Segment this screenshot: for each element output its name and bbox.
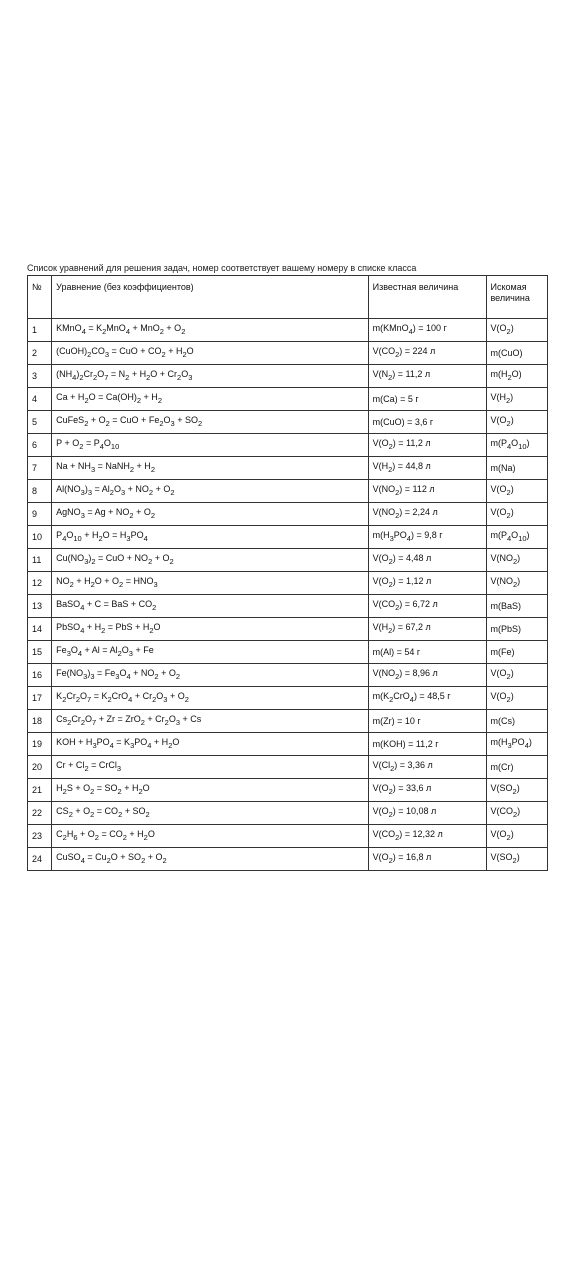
row-known-quantity: $m(K_2CrO_4) = 48,5$ г [368, 687, 486, 710]
row-equation: BaSO$_4$ + C = BaS + $CO_2$ [52, 595, 368, 618]
row-sought-quantity: $V(O_2)$ [486, 503, 548, 526]
table-row [28, 641, 548, 664]
row-sought-quantity: $V(O_2)$ [486, 319, 548, 342]
row-sought-quantity: $V(H_2)$ [486, 388, 548, 411]
row-sought-quantity: $m(P_4O_{10})$ [486, 434, 548, 457]
table-row [28, 664, 548, 687]
table-row [28, 618, 548, 641]
row-equation: $K_2Cr_2O_7 = K_2CrO_4 + Cr_2O_3 + O_2$ [52, 687, 368, 710]
row-equation: AgNO$_3$ = $Ag + NO_2 + O_2$ [52, 503, 368, 526]
row-sought-quantity: $V(O_2)$ [486, 664, 548, 687]
row-sought-quantity: $m(H_3PO_4)$ [486, 733, 548, 756]
header-row [28, 276, 548, 319]
row-equation: KMnO$_4$ = $K_2MnO_4 + MnO_2 + O_2$ [52, 319, 368, 342]
header-number: № [28, 276, 52, 319]
table-body [28, 319, 548, 871]
row-equation: $Fe(NO_3)_3 = Fe_3O_4 + NO_2 + O_2$ [52, 664, 368, 687]
table-row [28, 503, 548, 526]
row-known-quantity: $V(H_2) = 67,2$ л [368, 618, 486, 641]
row-known-quantity: $V(NO_2) = 112$ л [368, 480, 486, 503]
table-row [28, 480, 548, 503]
table-row [28, 848, 548, 871]
row-sought-quantity: $V(SO_2)$ [486, 779, 548, 802]
row-sought-quantity: $V(O_2)$ [486, 480, 548, 503]
row-known-quantity: m(KOH) = 11,2 г [368, 733, 486, 756]
row-known-quantity: m(KMnO$_4$) = 100 г [368, 319, 486, 342]
row-equation: CuSO$_4$ = $Cu_2O + SO_2 + O_2$ [52, 848, 368, 871]
row-equation: $NO_2 + H_2O + O_2 = HNO_3$ [52, 572, 368, 595]
row-equation: CuFeS$_2$ + $O_2$ = CuO + $Fe_2O_3 + SO_2$ [52, 411, 368, 434]
row-number: 24 [28, 848, 52, 871]
row-equation: $(CuOH)_2CO_3$ = CuO + $CO_2 + H_2O$ [52, 342, 368, 365]
row-sought-quantity: m(PbS) [486, 618, 548, 641]
table-row [28, 319, 548, 342]
row-known-quantity: m(Ca) = 5 г [368, 388, 486, 411]
equations-table [27, 275, 548, 871]
row-equation: $Cu(NO_3)_2$ = CuO + $NO_2 + O_2$ [52, 549, 368, 572]
header-sought-quantity: Искомая величина [486, 276, 548, 319]
row-number: 8 [28, 480, 52, 503]
row-number: 21 [28, 779, 52, 802]
row-known-quantity: $V(N_2) = 11,2$ л [368, 365, 486, 388]
row-number: 9 [28, 503, 52, 526]
row-number: 2 [28, 342, 52, 365]
table-row [28, 365, 548, 388]
row-equation: $Ca + H_2O = Ca(OH)_2 + H_2$ [52, 388, 368, 411]
row-equation: $Na + NH_3$ = NaNH$_2$ + $H_2$ [52, 457, 368, 480]
row-equation: $P + O_2 = P_4O_{10}$ [52, 434, 368, 457]
row-equation: KOH + $H_3PO_4 = K_3PO_4 + H_2O$ [52, 733, 368, 756]
row-equation: $Fe_3O_4 + Al = Al_2O_3 + Fe$ [52, 641, 368, 664]
row-number: 13 [28, 595, 52, 618]
row-number: 5 [28, 411, 52, 434]
table-row [28, 572, 548, 595]
table-row [28, 457, 548, 480]
header-known-quantity: Известная величина [368, 276, 486, 319]
row-sought-quantity: $V(SO_2)$ [486, 848, 548, 871]
row-known-quantity: $V(O_2) = 10,08$ л [368, 802, 486, 825]
table-row [28, 342, 548, 365]
table-row [28, 687, 548, 710]
row-known-quantity: $V(H_2) = 44,8$ л [368, 457, 486, 480]
row-sought-quantity: m(CuO) [486, 342, 548, 365]
row-known-quantity: $m(H_3PO_4) = 9,8$ г [368, 526, 486, 549]
row-sought-quantity: m(Fe) [486, 641, 548, 664]
table-row [28, 756, 548, 779]
row-sought-quantity: $V(O_2)$ [486, 411, 548, 434]
row-known-quantity: $V(NO_2) = 8,96$ л [368, 664, 486, 687]
table-row [28, 733, 548, 756]
header-equation: Уравнение (без коэффициентов) [52, 276, 368, 319]
row-number: 7 [28, 457, 52, 480]
row-known-quantity: $V(CO_2) = 224$ л [368, 342, 486, 365]
row-sought-quantity: m(BaS) [486, 595, 548, 618]
table-header [28, 276, 548, 319]
row-number: 3 [28, 365, 52, 388]
row-equation: $C_2H_6 + O_2 = CO_2 + H_2O$ [52, 825, 368, 848]
row-sought-quantity: $V(O_2)$ [486, 687, 548, 710]
row-known-quantity: $V(O_2) = 1,12$ л [368, 572, 486, 595]
row-known-quantity: $V(O_2) = 33,6$ л [368, 779, 486, 802]
row-number: 10 [28, 526, 52, 549]
table-row [28, 710, 548, 733]
table-row [28, 779, 548, 802]
row-known-quantity: $V(O_2) = 11,2$ л [368, 434, 486, 457]
table-row [28, 526, 548, 549]
row-sought-quantity: m(Cr) [486, 756, 548, 779]
row-equation: $Cr + Cl_2$ = CrCl$_3$ [52, 756, 368, 779]
row-known-quantity: m(Zr) = 10 г [368, 710, 486, 733]
row-number: 11 [28, 549, 52, 572]
row-sought-quantity: m(Na) [486, 457, 548, 480]
row-known-quantity: $V(CO_2) = 6,72$ л [368, 595, 486, 618]
table-row [28, 825, 548, 848]
row-known-quantity: m(Al) = 54 г [368, 641, 486, 664]
table-caption: Список уравнений для решения задач, номер соответствует вашему номеру в списке класса [27, 263, 417, 273]
row-number: 12 [28, 572, 52, 595]
table-row [28, 549, 548, 572]
row-sought-quantity: $V(NO_2)$ [486, 549, 548, 572]
row-sought-quantity: $V(CO_2)$ [486, 802, 548, 825]
row-sought-quantity: $m(H_2O)$ [486, 365, 548, 388]
row-number: 17 [28, 687, 52, 710]
row-sought-quantity: $m(P_4O_{10})$ [486, 526, 548, 549]
row-number: 15 [28, 641, 52, 664]
row-equation: $(NH_4)_2Cr_2O_7 = N_2 + H_2O + Cr_2O_3$ [52, 365, 368, 388]
row-number: 1 [28, 319, 52, 342]
row-sought-quantity: $V(O_2)$ [486, 825, 548, 848]
row-number: 6 [28, 434, 52, 457]
row-number: 4 [28, 388, 52, 411]
row-known-quantity: $V(Cl_2) = 3,36$ л [368, 756, 486, 779]
row-number: 23 [28, 825, 52, 848]
table-row [28, 802, 548, 825]
row-number: 22 [28, 802, 52, 825]
table-row [28, 434, 548, 457]
row-number: 14 [28, 618, 52, 641]
row-known-quantity: $V(NO_2) = 2,24$ л [368, 503, 486, 526]
table-row [28, 388, 548, 411]
row-known-quantity: $V(O_2) = 4,48$ л [368, 549, 486, 572]
row-equation: $P_4O_{10} + H_2O = H_3PO_4$ [52, 526, 368, 549]
row-equation: $Cs_2Cr_2O_7 + Zr = ZrO_2 + Cr_2O_3 + Cs$ [52, 710, 368, 733]
row-known-quantity: $V(CO_2) = 12,32$ л [368, 825, 486, 848]
row-sought-quantity: $V(NO_2)$ [486, 572, 548, 595]
row-known-quantity: $V(O_2) = 16,8$ л [368, 848, 486, 871]
row-equation: $H_2S + O_2 = SO_2 + H_2O$ [52, 779, 368, 802]
table-row [28, 411, 548, 434]
row-number: 16 [28, 664, 52, 687]
row-number: 19 [28, 733, 52, 756]
table-row [28, 595, 548, 618]
row-number: 20 [28, 756, 52, 779]
row-equation: $Al(NO_3)_3 = Al_2O_3 + NO_2 + O_2$ [52, 480, 368, 503]
row-known-quantity: m(CuO) = 3,6 г [368, 411, 486, 434]
row-number: 18 [28, 710, 52, 733]
row-equation: PbSO$_4$ + $H_2$ = PbS + $H_2O$ [52, 618, 368, 641]
row-sought-quantity: m(Cs) [486, 710, 548, 733]
row-equation: $CS_2 + O_2 = CO_2 + SO_2$ [52, 802, 368, 825]
